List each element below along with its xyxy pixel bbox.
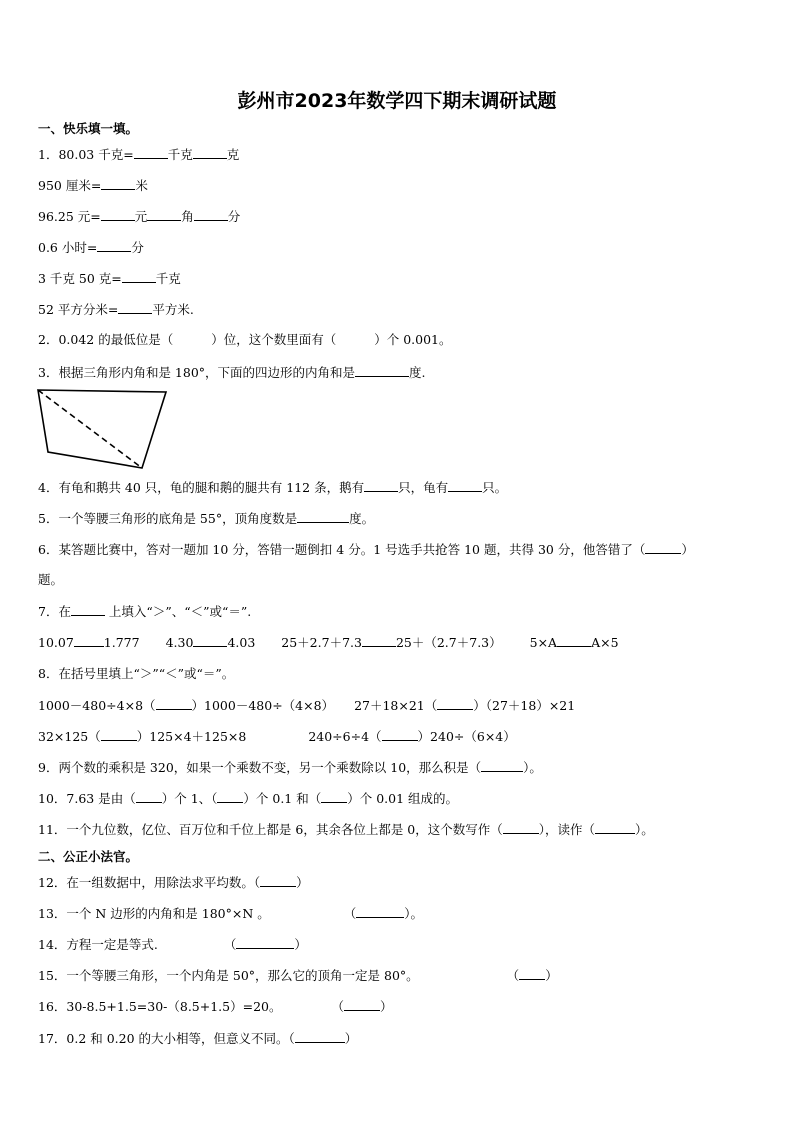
question-1-row-b: [38, 177, 148, 194]
text: ）: [681, 542, 694, 557]
answer-blank[interactable]: [193, 146, 227, 159]
text: ）: [545, 968, 558, 983]
text: 角: [181, 209, 194, 224]
text: ）: [380, 999, 393, 1014]
text: （: [343, 906, 357, 921]
answer-blank[interactable]: [101, 728, 137, 741]
text: ）（27＋18）×21: [473, 698, 576, 713]
question-8: 8．在括号里填上“＞”“＜”或“＝”。: [38, 666, 235, 681]
question-1-row-d: [38, 239, 144, 256]
answer-blank[interactable]: [595, 821, 635, 834]
text: 240÷6÷4（: [308, 729, 382, 744]
question-6-line-1: [38, 541, 694, 558]
answer-blank[interactable]: [136, 790, 162, 803]
text: 9．两个数的乘积是 320，如果一个乘数不变，另一个乘数除以 10，那么积是（: [38, 760, 482, 775]
answer-blank[interactable]: [344, 998, 380, 1011]
answer-blank[interactable]: [217, 790, 243, 803]
text: 4.30: [165, 635, 194, 650]
text: 2．0.042 的最低位是（: [38, 332, 174, 347]
text: ）个 1、（: [161, 791, 218, 806]
text: 25＋（2.7＋7.3）: [395, 635, 502, 650]
answer-blank[interactable]: [519, 967, 545, 980]
answer-blank[interactable]: [356, 905, 404, 918]
answer-blank[interactable]: [122, 270, 156, 283]
text: 27＋18×21（: [354, 698, 438, 713]
text: 52 平方分米=: [38, 302, 119, 317]
text: 元: [134, 209, 148, 224]
text: 5×A: [529, 635, 558, 650]
answer-blank[interactable]: [362, 634, 396, 647]
answer-blank[interactable]: [321, 790, 347, 803]
answer-blank[interactable]: [193, 634, 227, 647]
question-7-items: [38, 634, 619, 651]
text: ）位，这个数里面有（: [211, 332, 337, 347]
text: ）。: [635, 822, 654, 837]
text: ）125×4＋125×8: [136, 729, 247, 744]
text: 17．0.2 和 0.20 的大小相等，但意义不同。（: [38, 1031, 295, 1046]
text: ）: [296, 875, 309, 890]
text: ）。: [523, 760, 542, 775]
question-7: [38, 603, 251, 620]
answer-blank[interactable]: [194, 208, 228, 221]
answer-blank[interactable]: [147, 208, 181, 221]
text: 6．某答题比赛中，答对一题加 10 分，答错一题倒扣 4 分。1 号选手共抢答 10 题，共得 30 分，他答错了（: [38, 542, 646, 557]
text: 10．7.63 是由（: [38, 791, 136, 806]
answer-blank[interactable]: [481, 759, 523, 772]
text: ）个 0.001。: [374, 332, 452, 347]
question-5: [38, 510, 374, 527]
text: 平方米.: [152, 302, 194, 317]
text: 3 千克 50 克=: [38, 271, 122, 286]
answer-blank[interactable]: [101, 208, 135, 221]
question-15: [38, 967, 558, 984]
text: 千克: [155, 271, 181, 286]
text: 96.25 元=: [38, 209, 101, 224]
text: 度。: [349, 511, 375, 526]
text: 5．一个等腰三角形的底角是 55°，顶角度数是: [38, 511, 298, 526]
question-17: [38, 1030, 357, 1047]
text: 32×125（: [38, 729, 101, 744]
text: 0.6 小时=: [38, 240, 98, 255]
question-8-row-2: [38, 728, 516, 745]
text: 10.07: [38, 635, 74, 650]
answer-blank[interactable]: [260, 874, 296, 887]
text: 只。: [482, 480, 508, 495]
text: A×5: [591, 635, 619, 650]
question-10: [38, 790, 458, 807]
text: ）: [294, 937, 307, 952]
question-1-row-a: [38, 146, 239, 163]
question-11: [38, 821, 654, 838]
text: 度.: [409, 365, 426, 380]
answer-blank[interactable]: [74, 634, 104, 647]
answer-blank[interactable]: [236, 936, 294, 949]
text: 25＋2.7＋7.3: [281, 635, 362, 650]
text: 7．在: [38, 604, 71, 619]
text: 4．有龟和鹅共 40 只，龟的腿和鹅的腿共有 112 条，鹅有: [38, 480, 365, 495]
answer-blank[interactable]: [364, 479, 398, 492]
text: 3．根据三角形内角和是 180°，下面的四边形的内角和是: [38, 365, 356, 380]
text: 1000－480÷4×8（: [38, 698, 156, 713]
text: 16．30-8.5+1.5=30-（8.5+1.5）=20。: [38, 999, 282, 1014]
question-8-row-1: [38, 697, 575, 714]
text: 千克: [167, 147, 193, 162]
dashed-diagonal: [38, 390, 142, 468]
text: 14．方程一定是等式.: [38, 937, 158, 952]
text: 950 厘米=: [38, 178, 102, 193]
text: 12．在一组数据中，用除法求平均数。（: [38, 875, 261, 890]
page-title: 彭州市2023年数学四下期末调研试题: [237, 90, 557, 112]
text: 分: [227, 209, 241, 224]
answer-blank[interactable]: [295, 1030, 345, 1043]
question-1-row-c: [38, 208, 240, 225]
text: ）240÷（6×4）: [417, 729, 516, 744]
text: 只，龟有: [398, 480, 449, 495]
quadrilateral-shape: [38, 390, 166, 468]
text: 11．一个九位数，亿位、百万位和千位上都是 6，其余各位上都是 0，这个数写作（: [38, 822, 503, 837]
text: （: [331, 999, 344, 1014]
text: 15．一个等腰三角形，一个内角是 50°，那么它的顶角一定是 80°。: [38, 968, 419, 983]
text: ）个 0.1 和（: [243, 791, 322, 806]
text: 上填入“＞”、“＜”或“＝”.: [104, 604, 252, 619]
text: ）1000－480÷（4×8）: [191, 698, 335, 713]
section-heading-2: 二、公正小法官。: [38, 849, 139, 864]
question-14: [38, 936, 307, 953]
question-13: [38, 905, 423, 922]
text: 1．80.03 千克=: [38, 147, 134, 162]
quadrilateral-figure: [36, 388, 170, 472]
text: 米: [135, 178, 148, 193]
text: （: [223, 937, 237, 952]
answer-blank[interactable]: [71, 603, 105, 616]
text: 分: [131, 240, 144, 255]
answer-blank[interactable]: [118, 301, 152, 314]
question-12: [38, 874, 309, 891]
section-heading-1: 一、快乐填一填。: [38, 121, 139, 136]
text: 4.03: [227, 635, 256, 650]
text: 克: [226, 147, 240, 162]
question-2: [38, 332, 452, 348]
answer-blank[interactable]: [448, 479, 482, 492]
question-9: [38, 759, 542, 776]
answer-blank[interactable]: [557, 634, 591, 647]
answer-blank[interactable]: [97, 239, 131, 252]
text: ）: [344, 1031, 358, 1046]
text: ）。: [404, 906, 424, 921]
answer-blank[interactable]: [355, 364, 409, 377]
answer-blank[interactable]: [503, 821, 539, 834]
answer-blank[interactable]: [645, 541, 681, 554]
answer-blank[interactable]: [297, 510, 349, 523]
question-1-row-e: [38, 270, 181, 287]
text: ）个 0.01 组成的。: [347, 791, 459, 806]
answer-blank[interactable]: [382, 728, 418, 741]
answer-blank[interactable]: [156, 697, 192, 710]
answer-blank[interactable]: [134, 146, 168, 159]
answer-blank[interactable]: [437, 697, 473, 710]
question-1-row-f: [38, 301, 194, 318]
text: （: [506, 968, 520, 983]
question-4: [38, 479, 507, 496]
question-6-line-2: 题。: [38, 572, 64, 587]
text: 1.777: [103, 635, 140, 650]
text: 13．一个 N 边形的内角和是 180°×N 。: [38, 906, 270, 921]
question-16: [38, 998, 393, 1015]
question-3: [38, 364, 426, 381]
answer-blank[interactable]: [101, 177, 135, 190]
text: ），读作（: [538, 822, 596, 837]
